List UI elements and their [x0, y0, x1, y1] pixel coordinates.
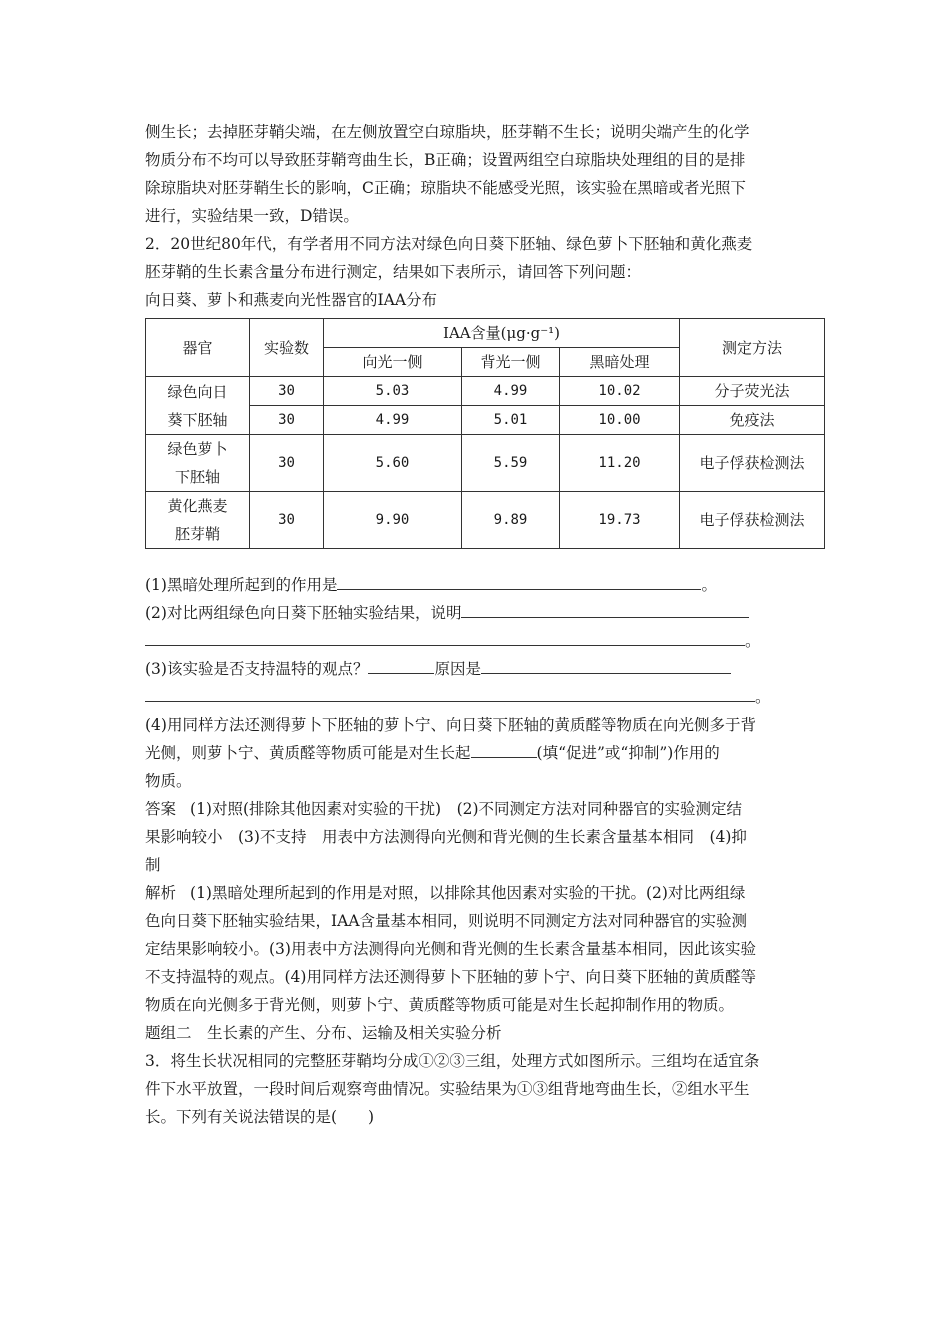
table-caption-text: 向日葵、萝卜和燕麦向光性器官的IAA分布: [145, 291, 438, 309]
analysis-text: 定结果影响较小。(3)用表中方法测得向光侧和背光侧的生长素含量基本相同，因此该实验: [145, 940, 756, 958]
question-text: (2)对比两组绿色向日葵下胚轴实验结果，说明: [145, 604, 462, 622]
cell-count: 30: [250, 435, 324, 492]
question-2-4: [145, 711, 810, 795]
question-text: (4)用同样方法还测得萝卜下胚轴的萝卜宁、向日葵下胚轴的黄质醛等物质在向光侧多于背: [145, 716, 756, 734]
text-line: 胚芽鞘的生长素含量分布进行测定，结果如下表所示，请回答下列问题：: [145, 263, 642, 281]
question-2-stem: [145, 230, 810, 286]
cell-method: 电子俘获检测法: [680, 435, 825, 492]
cell-back: 4.99: [462, 377, 560, 406]
header-organ: 器官: [146, 319, 250, 377]
answer-text: (1)对照(排除其他因素对实验的干扰) (2)不同测定方法对同种器官的实验测定结: [190, 800, 743, 818]
question-2-1: [145, 571, 810, 599]
organ-label-line: 下胚轴: [174, 468, 220, 486]
cell-back: 9.89: [462, 492, 560, 549]
group-title: [145, 1019, 810, 1047]
question-2-3: [145, 655, 810, 711]
analysis-text: 色向日葵下胚轴实验结果，IAA含量基本相同，则说明不同测定方法对同种器官的实验测: [145, 912, 748, 930]
text-line: 物质分布不均可以导致胚芽鞘弯曲生长，B正确；设置两组空白琼脂块处理组的目的是排: [145, 151, 746, 169]
question-text: 光侧，则萝卜宁、黄质醛等物质可能是对生长起: [145, 744, 471, 762]
table-caption: [145, 286, 810, 314]
header-back-side: 背光一侧: [462, 348, 560, 377]
cell-dark: 10.02: [560, 377, 680, 406]
question-end-mark: 。: [745, 632, 761, 650]
cell-dark: 10.00: [560, 406, 680, 435]
iaa-table: [145, 318, 825, 549]
table-header-row: [146, 319, 825, 348]
intro-paragraph: [145, 118, 810, 230]
analysis-text: (1)黑暗处理所起到的作用是对照，以排除其他因素对实验的干扰。(2)对比两组绿: [190, 884, 746, 902]
cell-back: 5.01: [462, 406, 560, 435]
question-text: (3)该实验是否支持温特的观点？: [145, 660, 369, 678]
table-row: [146, 435, 825, 492]
cell-method: 电子俘获检测法: [680, 492, 825, 549]
answer-blank[interactable]: [145, 627, 745, 646]
cell-method: 分子荧光法: [680, 377, 825, 406]
answer-blank[interactable]: [145, 683, 755, 702]
text-line: 进行，实验结果一致，D错误。: [145, 207, 359, 225]
answer-blank[interactable]: [461, 599, 749, 618]
answer-blank[interactable]: [471, 739, 537, 758]
answer-block: [145, 795, 810, 879]
organ-radish: [146, 435, 250, 492]
cell-dark: 19.73: [560, 492, 680, 549]
cell-light: 9.90: [324, 492, 462, 549]
answer-blank[interactable]: [368, 655, 434, 674]
organ-oat: [146, 492, 250, 549]
answer-text: 果影响较小 (3)不支持 用表中方法测得向光侧和背光侧的生长素含量基本相同 (4)抑: [145, 828, 747, 846]
cell-light: 5.03: [324, 377, 462, 406]
text-line: 3．将生长状况相同的完整胚芽鞘均分成①②③三组，处理方式如图所示。三组均在适宜条: [145, 1052, 760, 1070]
question-3-stem: [145, 1047, 810, 1131]
header-method: 测定方法: [680, 319, 825, 377]
analysis-text: 不支持温特的观点。(4)用同样方法还测得萝卜下胚轴的萝卜宁、向日葵下胚轴的黄质醛等: [145, 968, 756, 986]
question-text: (1)黑暗处理所起到的作用是: [145, 576, 338, 594]
question-end-mark: 。: [755, 688, 771, 706]
cell-light: 5.60: [324, 435, 462, 492]
organ-label-line: 黄化燕麦: [167, 497, 228, 515]
header-iaa: IAA含量(μg·g⁻¹): [324, 319, 680, 348]
question-text: (填“促进”或“抑制”)作用的: [536, 744, 720, 762]
document-page: [145, 118, 810, 1131]
cell-method: 免疫法: [680, 406, 825, 435]
answer-blank[interactable]: [481, 655, 731, 674]
question-text: 原因是: [434, 660, 481, 678]
header-dark: 黑暗处理: [560, 348, 680, 377]
group-title-text: 题组二 生长素的产生、分布、运输及相关实验分析: [145, 1024, 502, 1042]
text-line: 2．20世纪80年代，有学者用不同方法对绿色向日葵下胚轴、绿色萝卜下胚轴和黄化燕麦: [145, 235, 753, 253]
text-line: 除琼脂块对胚芽鞘生长的影响，C正确；琼脂块不能感受光照，该实验在黑暗或者光照下: [145, 179, 746, 197]
analysis-label: 解析: [145, 884, 177, 902]
cell-count: 30: [250, 377, 324, 406]
table-row: [146, 492, 825, 549]
question-2-2: [145, 599, 810, 655]
organ-label-line: 胚芽鞘: [174, 525, 220, 543]
analysis-text: 物质在向光侧多于背光侧，则萝卜宁、黄质醛等物质可能是对生长起抑制作用的物质。: [145, 996, 735, 1014]
text-line: 侧生长；去掉胚芽鞘尖端，在左侧放置空白琼脂块，胚芽鞘不生长；说明尖端产生的化学: [145, 123, 750, 141]
cell-light: 4.99: [324, 406, 462, 435]
cell-dark: 11.20: [560, 435, 680, 492]
organ-label-line: 绿色向日: [167, 382, 228, 401]
cell-count: 30: [250, 406, 324, 435]
header-count: 实验数: [250, 319, 324, 377]
analysis-block: [145, 879, 810, 1019]
organ-label-line: 葵下胚轴: [167, 410, 228, 429]
cell-count: 30: [250, 492, 324, 549]
organ-sunflower: [146, 377, 250, 435]
cell-back: 5.59: [462, 435, 560, 492]
answer-label: 答案: [145, 800, 177, 818]
text-line: 长。下列有关说法错误的是( ): [145, 1108, 375, 1126]
answer-text: 制: [145, 856, 161, 874]
table-row: [146, 377, 825, 406]
question-end-mark: 。: [701, 576, 717, 594]
organ-label-line: 绿色萝卜: [167, 440, 228, 458]
text-line: 件下水平放置，一段时间后观察弯曲情况。实验结果为①③组背地弯曲生长，②组水平生: [145, 1080, 750, 1098]
header-light-side: 向光一侧: [324, 348, 462, 377]
answer-blank[interactable]: [337, 571, 701, 590]
question-text: 物质。: [145, 772, 192, 790]
